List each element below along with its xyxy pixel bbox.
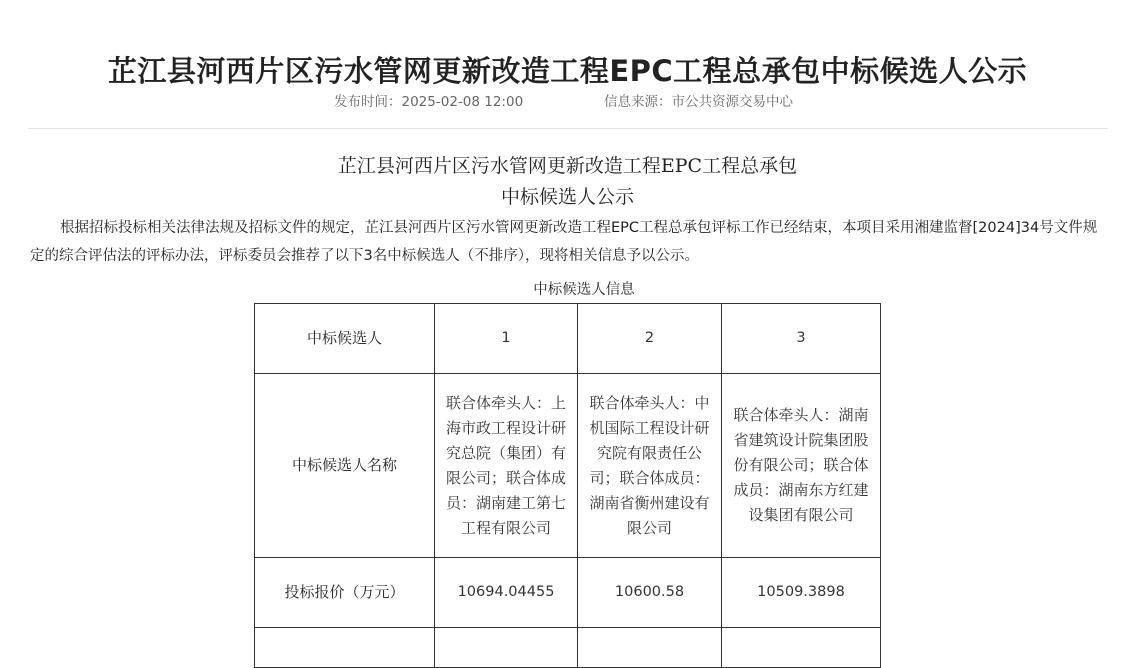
bid-price: 10600.58 <box>578 558 722 628</box>
row-header-bid-price: 投标报价（万元） <box>255 558 435 628</box>
candidate-name: 联合体牵头人：上海市政工程设计研究总院（集团）有限公司；联合体成员：湖南建工第七工程有限公司 <box>435 374 578 558</box>
document-title-line2: 中标候选人公示 <box>500 186 634 208</box>
source-label: 信息来源： <box>604 94 672 110</box>
bid-price: 10509.3898 <box>722 558 881 628</box>
source-link[interactable]: 市公共资源交易中心 <box>671 94 793 110</box>
intro-paragraph: 根据招标投标相关法律法规及招标文件的规定，芷江县河西片区污水管网更新改造工程EPC工程总承包评标工作已经结束，本项目采用湘建监督[2024]34号文件规定的综合评估法的评标办法，评标委员会推荐了以下3名中标候选人（不排序），现将相关信息予以公示。 <box>30 220 1098 264</box>
document-title-line1: 芷江县河西片区污水管网更新改造工程EPC工程总承包 <box>337 155 798 177</box>
row-header-name: 中标候选人名称 <box>255 374 435 558</box>
publish-time: 2025-02-08 12:00 <box>401 94 524 110</box>
table-row <box>255 374 881 558</box>
source-info <box>604 90 793 110</box>
candidate-name: 联合体牵头人：中机国际工程设计研究院有限责任公司；联合体成员：湖南省衡州建设有限公司 <box>578 374 722 558</box>
row-header-candidate: 中标候选人 <box>255 304 435 374</box>
divider <box>28 128 1108 129</box>
candidate-number: 2 <box>578 304 722 374</box>
publish-label: 发布时间： <box>334 94 402 110</box>
publish-info <box>334 90 523 110</box>
table-row <box>255 558 881 628</box>
table-caption: 中标候选人信息 <box>533 282 635 298</box>
candidate-table <box>254 303 881 668</box>
page-title: 芷江县河西片区污水管网更新改造工程EPC工程总承包中标候选人公示 <box>107 54 1028 89</box>
table-row <box>255 628 881 668</box>
table-row <box>255 304 881 374</box>
candidate-number: 3 <box>722 304 881 374</box>
candidate-name: 联合体牵头人：湖南省建筑设计院集团股份有限公司；联合体成员：湖南东方红建设集团有限公司 <box>722 374 881 558</box>
candidate-number: 1 <box>435 304 578 374</box>
bid-price: 10694.04455 <box>435 558 578 628</box>
